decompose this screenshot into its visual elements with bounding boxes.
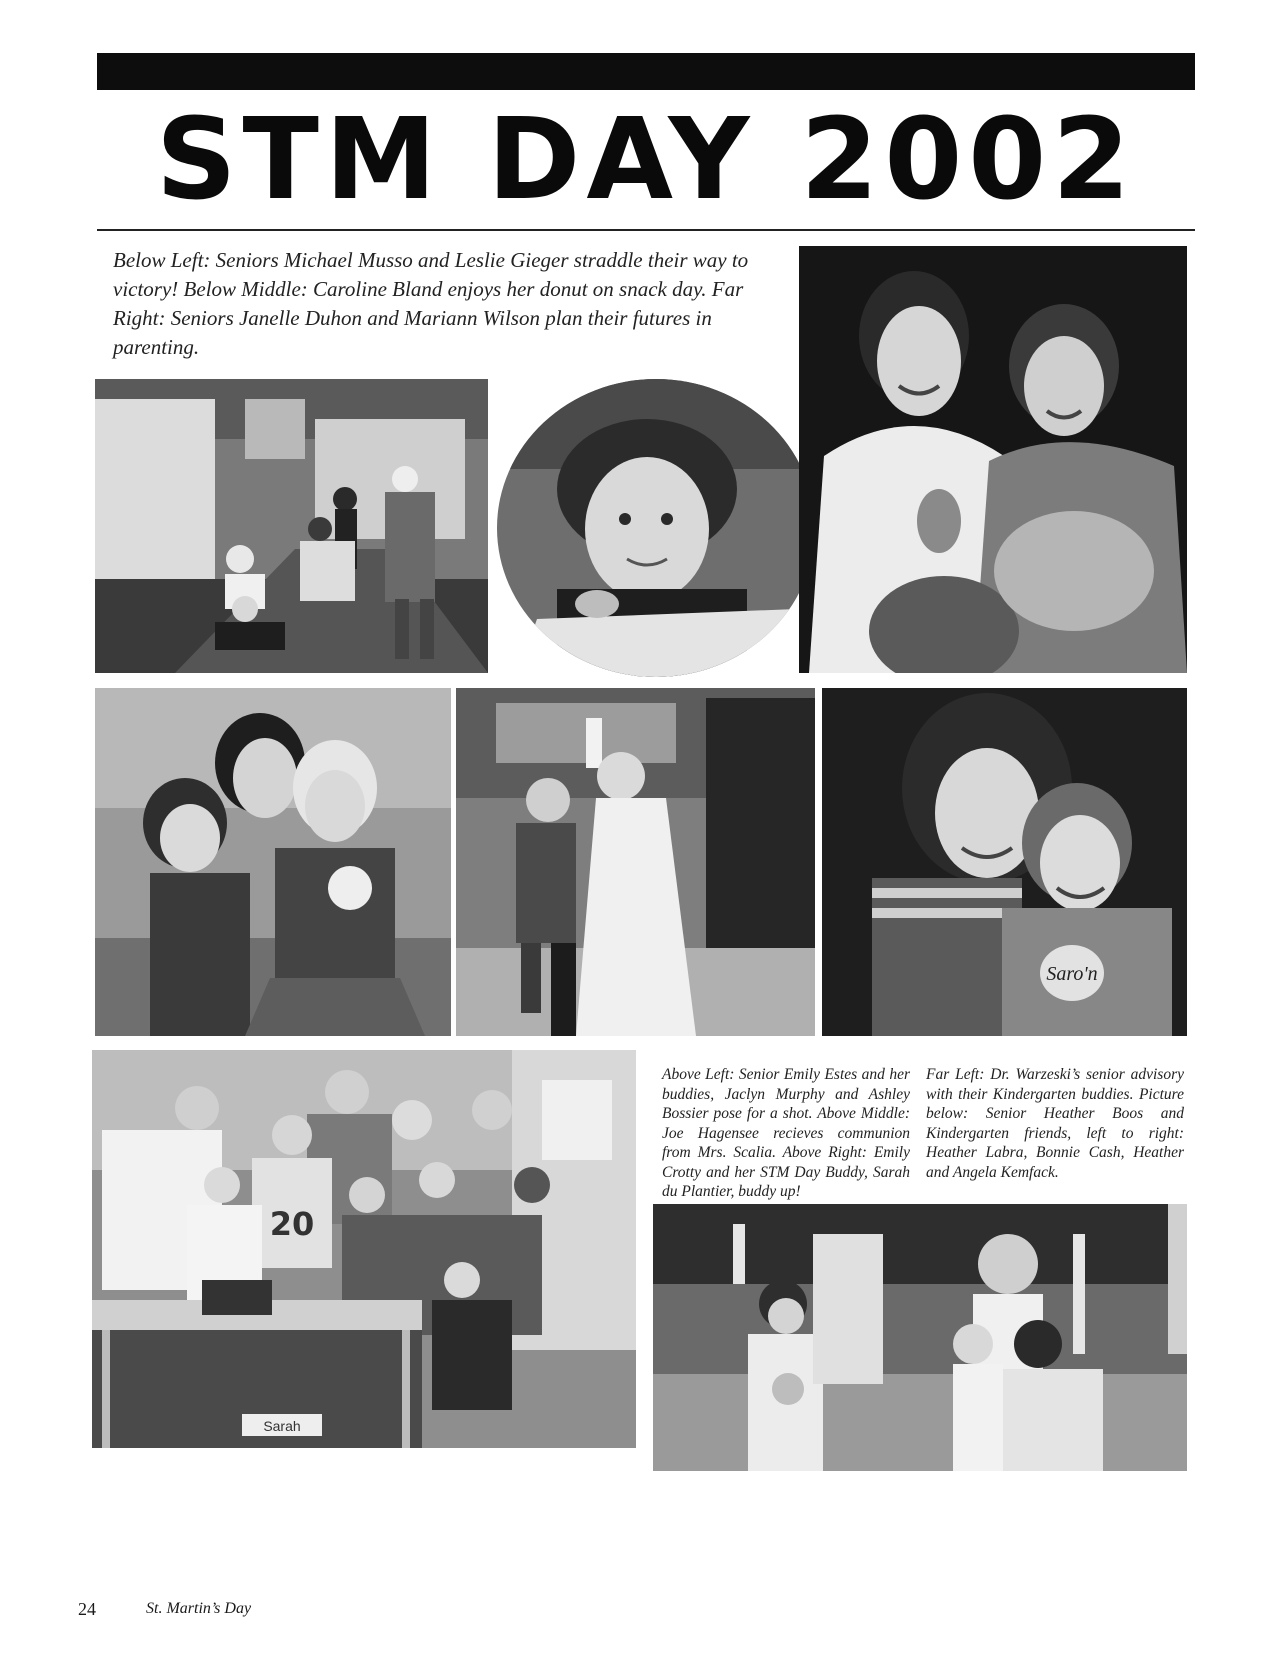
section-name: St. Martin’s Day xyxy=(146,1600,252,1617)
caption-above-photos: Above Left: Senior Emily Estes and her buddies, Jaclyn Murphy and Ashley Bossier pose for a shot. Above Middle: Joe Hagensee recieves communion from Mrs. Scalia. Above Right: Emily Crotty and her STM Day Buddy, Sarah du Plantier, buddy up! xyxy=(662,1066,910,1200)
photo-buddy-up xyxy=(822,688,1187,1036)
photo-advisory-kindergarten xyxy=(92,1050,636,1448)
photo-seniors-parenting xyxy=(799,246,1187,673)
page-number: 24 xyxy=(78,1599,96,1619)
photo-heather-boos-friends xyxy=(653,1204,1187,1471)
name-card-text: Sarah xyxy=(263,1418,301,1434)
photo-communion xyxy=(456,688,815,1036)
title-rule xyxy=(97,229,1195,231)
page-title: STM DAY 2002 xyxy=(155,95,1137,225)
name-tag-text: Saro'n xyxy=(1046,963,1098,985)
caption-top: Below Left: Seniors Michael Musso and Leslie Gieger straddle their way to victory! Below Middle: Caroline Bland enjoys her donut on snack day. Far Right: Seniors Janelle Duhon and Mariann Wilson plan their futures in parenting. xyxy=(113,248,749,359)
title-bar xyxy=(97,53,1195,90)
photo-senior-buddies xyxy=(95,688,451,1036)
photo-bowling-race xyxy=(95,379,488,673)
photo-girl-donut xyxy=(497,379,815,677)
caption-far-left-below: Far Left: Dr. Warzeski’s senior advisory with their Kindergarten buddies. Picture below: Senior Heather Boos and Kindergarten friends, left to right: Heather Labra, Bonnie Cash, Heather and Angela Kemfack. xyxy=(926,1066,1184,1181)
jersey-number: 20 xyxy=(269,1205,315,1243)
